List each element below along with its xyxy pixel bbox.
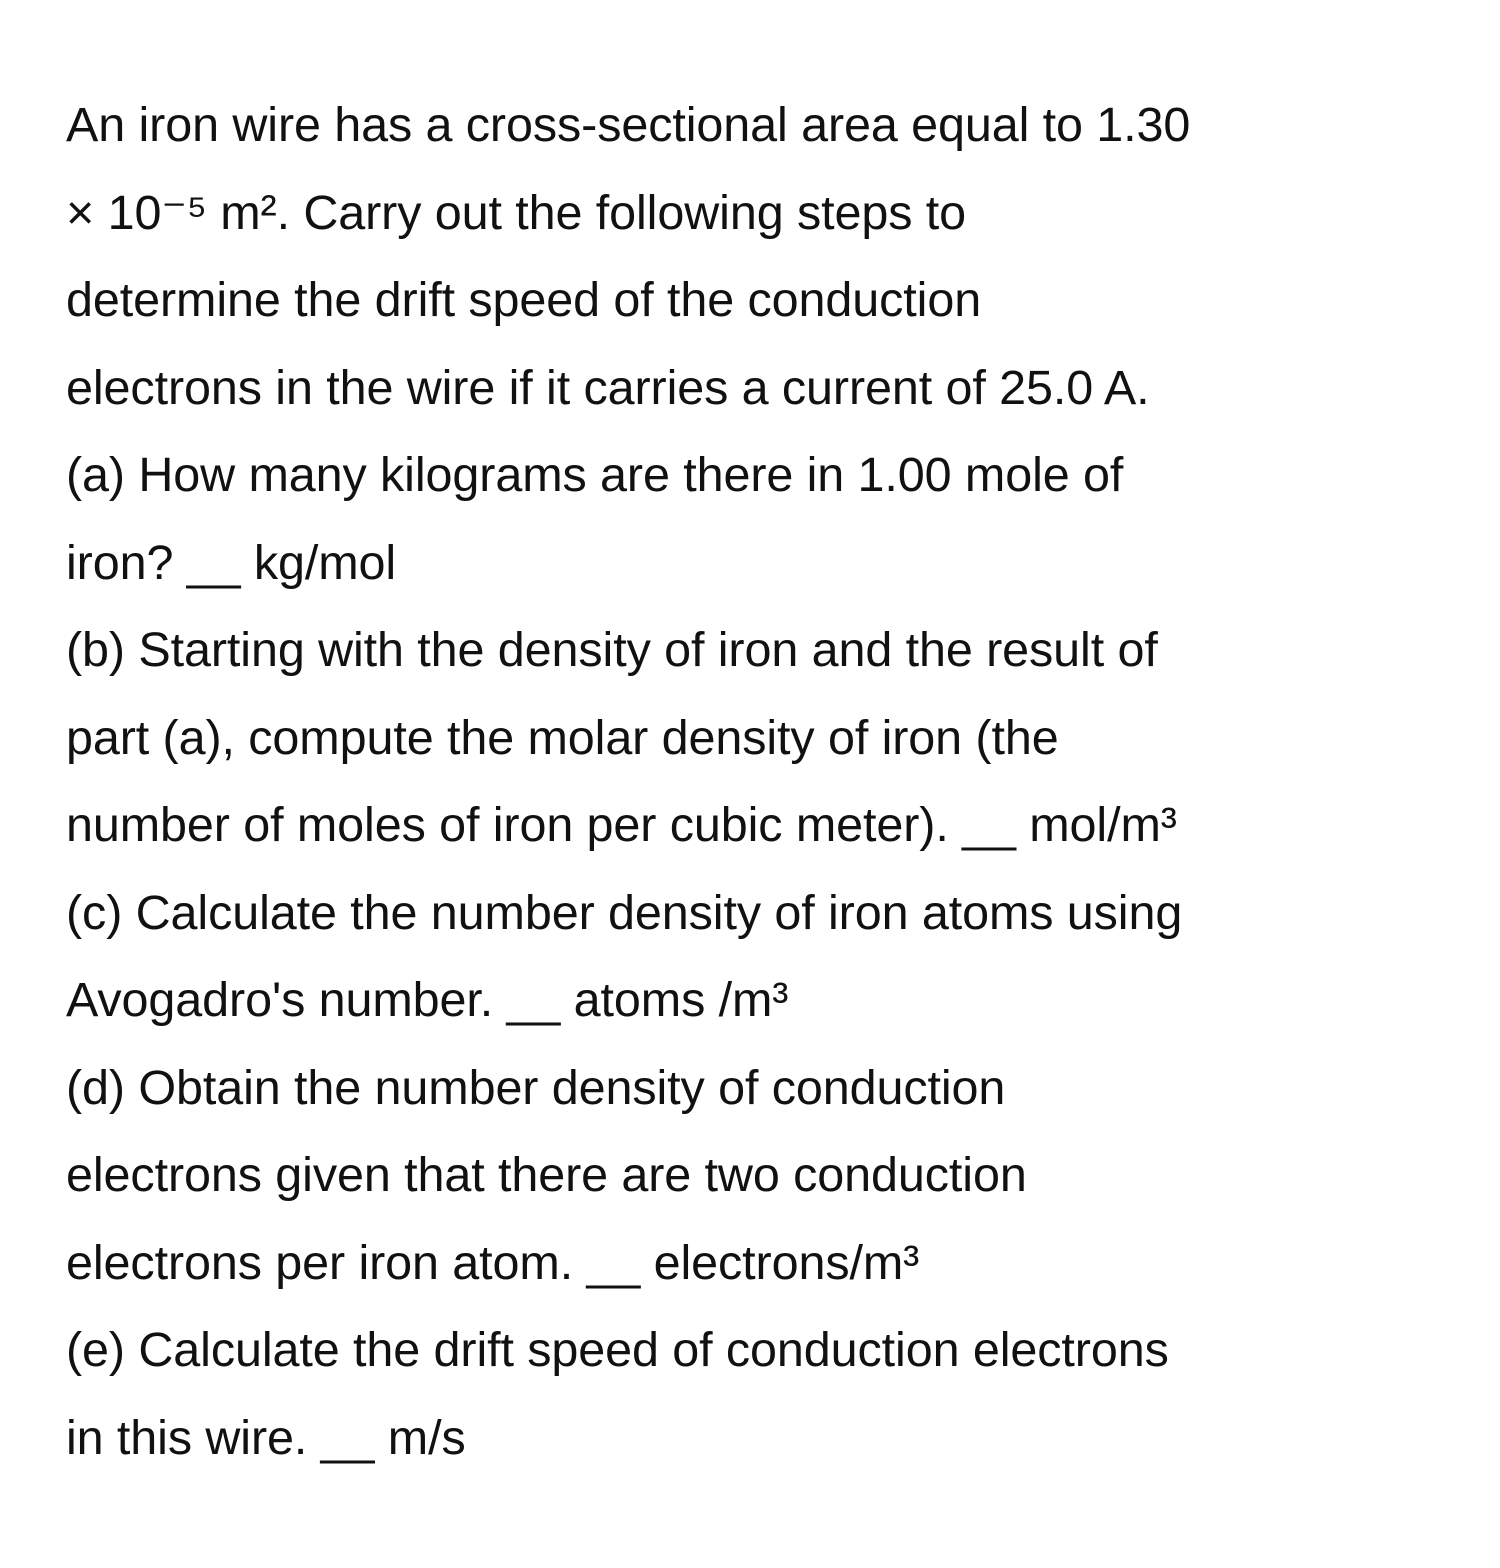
part-c-line-2: Avogadro's number. __ atoms /m³ — [66, 973, 789, 1027]
intro-line-4: electrons in the wire if it carries a current of 25.0 A. — [66, 360, 1150, 415]
part-d-line-1: (d) Obtain the number density of conduction — [66, 1060, 1006, 1115]
part-c-line-1: (c) Calculate the number density of iron atoms using — [66, 885, 1183, 940]
part-b-line-2: part (a), compute the molar density of iron (the — [66, 710, 1059, 765]
part-b-line-3: number of moles of iron per cubic meter). __ mol/m³ — [66, 798, 1177, 852]
part-e-line-2: in this wire. __ m/s — [66, 1410, 466, 1465]
part-d-line-3: electrons per iron atom. __ electrons/m³ — [66, 1235, 920, 1290]
part-e-line-1: (e) Calculate the drift speed of conduction electrons — [66, 1323, 1169, 1377]
part-a-line-2: iron? __ kg/mol — [66, 535, 397, 590]
intro-line-2: × 10⁻⁵ m². Carry out the following steps to — [66, 185, 966, 240]
intro-line-1: An iron wire has a cross-sectional area equal to 1.30 — [66, 98, 1191, 152]
part-b-line-1: (b) Starting with the density of iron and the result of — [66, 623, 1158, 677]
part-a-line-1: (a) How many kilograms are there in 1.00 mole of — [66, 448, 1124, 502]
intro-line-3: determine the drift speed of the conduction — [66, 273, 982, 327]
part-d-line-2: electrons given that there are two conduction — [66, 1148, 1027, 1202]
problem-text — [66, 82, 1456, 1482]
